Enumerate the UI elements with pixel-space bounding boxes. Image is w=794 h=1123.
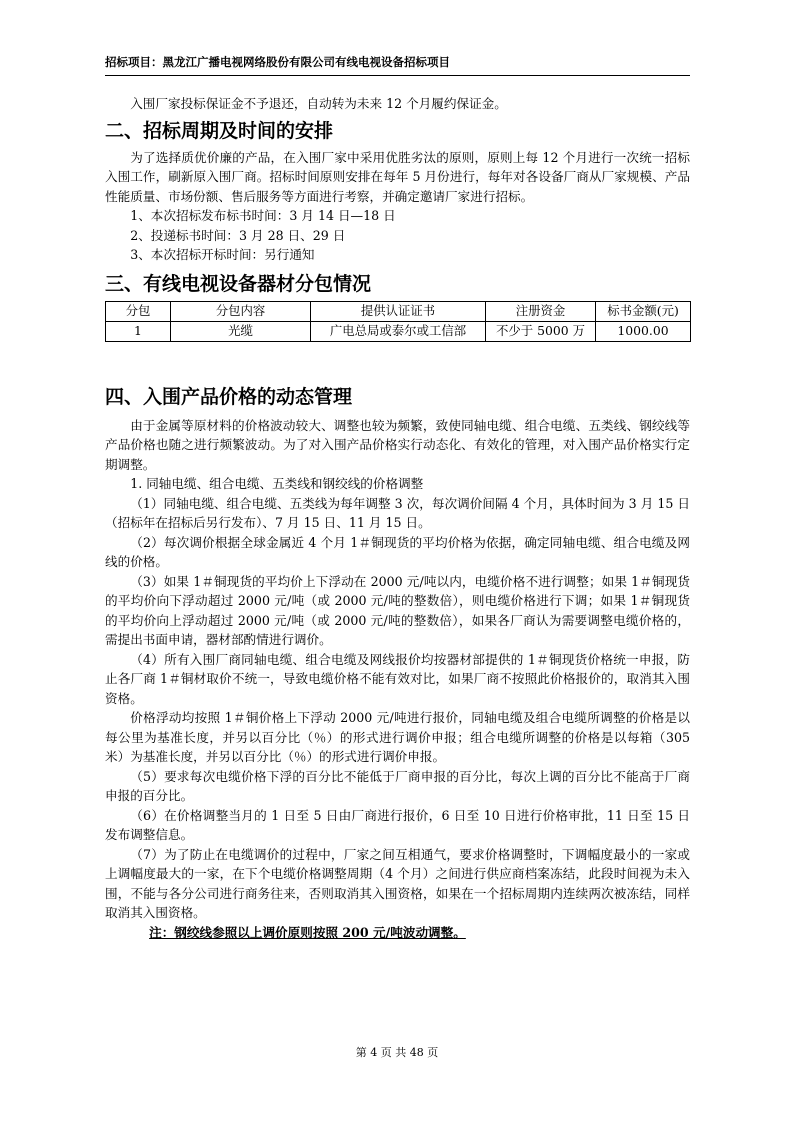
section4-paragraph: 由于金属等原材料的价格波动较大、调整也较为频繁，致使同轴电缆、组合电缆、五类线、钢绞线等产品价格也随之进行频繁波动。为了对入围产品价格实行动态化、有效化的管理，对入围产品价格实行定期调整。 xyxy=(105,417,690,472)
section4-item-5: （5）要求每次电缆价格下浮的百分比不能低于厂商申报的百分比，每次上调的百分比不能高于厂商申报的百分比。 xyxy=(105,768,690,803)
section2-item-1: 1、本次招标发布标书时间：3 月 14 日—18 日 xyxy=(130,208,396,223)
table-header-cell: 注册资金 xyxy=(486,301,596,321)
intro-line: 入围厂家投标保证金不予退还，自动转为未来 12 个月履约保证金。 xyxy=(130,96,507,111)
table-cell: 1000.00 xyxy=(596,321,691,341)
section2-title: 二、招标周期及时间的安排 xyxy=(105,119,334,142)
section2-item-3: 3、本次招标开标时间：另行通知 xyxy=(130,247,315,262)
section4-subheading: 1. 同轴电缆、组合电缆、五类线和钢绞线的价格调整 xyxy=(130,476,424,491)
section4-item-2: （2）每次调价根据全球金属近 4 个月 1＃铜现货的平均价格为依据，确定同轴电缆、组合电缆及网线的价格。 xyxy=(105,534,690,569)
section2-item-2: 2、投递标书时间：3 月 28 日、29 日 xyxy=(130,227,346,243)
table-header-cell: 分包 xyxy=(106,301,171,321)
table-header-cell: 提供认证证书 xyxy=(311,301,486,321)
table-header-cell: 分包内容 xyxy=(171,301,311,321)
section2-paragraph: 为了选择质优价廉的产品，在入围厂家中采用优胜劣汰的原则，原则上每 12 个月进行一次统一招标入围工作，刷新原入围厂商。招标时间原则安排在每年 5 月份进行，每年对各设备厂商从厂家规模、产品性能质量、市场份额、售后服务等方面进行考察，并确定邀请厂家进行招标。 xyxy=(105,149,690,204)
table-cell: 光缆 xyxy=(171,321,311,341)
section4-item-7: （7）为了防止在电缆调价的过程中，厂家之间互相通气，要求价格调整时，下调幅度最小的一家或上调幅度最大的一家，在下个电缆价格调整周期（4 个月）之间进行供应商档案冻结，此段时间视为未入围，不能与各分公司进行商务往来，否则取消其入围资格，如果在一个招标周期内连续两次被冻结，同样取消其入围资格。 xyxy=(105,846,690,920)
page-header: 招标项目：黑龙江广播电视网络股份有限公司有线电视设备招标项目 xyxy=(105,55,690,76)
table-header-cell: 标书金额(元) xyxy=(596,301,691,321)
section4-item-1: （1）同轴电缆、组合电缆、五类线为每年调整 3 次，每次调价间隔 4 个月，具体时间为 3 月 15 日（招标年在招标后另行发布）、7 月 15 日、11 月 15 日。 xyxy=(105,495,690,530)
section4-item-4: （4）所有入围厂商同轴电缆、组合电缆及网线报价均按器材部提供的 1＃铜现货价格统一申报，防止各厂商 1＃铜材取价不统一，导致电缆价格不能有效对比，如果厂商不按照此价格报价的，取消其入围资格。 xyxy=(105,651,690,706)
section4-item-6: （6）在价格调整当月的 1 日至 5 日由厂商进行报价，6 日至 10 日进行价格审批，11 日至 15 日发布调整信息。 xyxy=(105,807,690,842)
section4-title: 四、入围产品价格的动态管理 xyxy=(105,385,353,408)
table-cell: 1 xyxy=(106,321,171,341)
note-text: 注：钢绞线参照以上调价原则按照 200 元/吨波动调整。 xyxy=(149,924,466,940)
section4-item-3: （3）如果 1＃铜现货的平均价上下浮动在 2000 元/吨以内，电缆价格不进行调整；如果 1＃铜现货的平均价向下浮动超过 2000 元/吨（或 2000 元/吨的整数倍），则电缆价格进行下调；如果 1＃铜现货的平均价向上浮动超过 2000 元/吨（或 2000 元/吨的整数倍），如果各厂商认为需要调整电缆价格的，需提出书面申请，器材部酌情进行调价。 xyxy=(105,573,690,647)
table-row xyxy=(106,321,691,341)
table-cell: 广电总局或泰尔或工信部 xyxy=(311,321,486,341)
table-header-row xyxy=(106,301,691,321)
document-body xyxy=(105,94,690,942)
section4-price-paragraph: 价格浮动均按照 1＃铜价格上下浮动 2000 元/吨进行报价，同轴电缆及组合电缆所调整的价格是以每公里为基准长度，并另以百分比（％）的形式进行调价申报；组合电缆所调整的价格是以每箱（305 米）为基准长度，并另以百分比（％）的形式进行调价申报。 xyxy=(105,710,690,764)
page-footer: 第 4 页 共 48 页 xyxy=(355,1046,439,1059)
section3-title: 三、有线电视设备器材分包情况 xyxy=(105,272,372,295)
table-cell: 不少于 5000 万 xyxy=(486,321,596,341)
package-table xyxy=(105,301,691,342)
